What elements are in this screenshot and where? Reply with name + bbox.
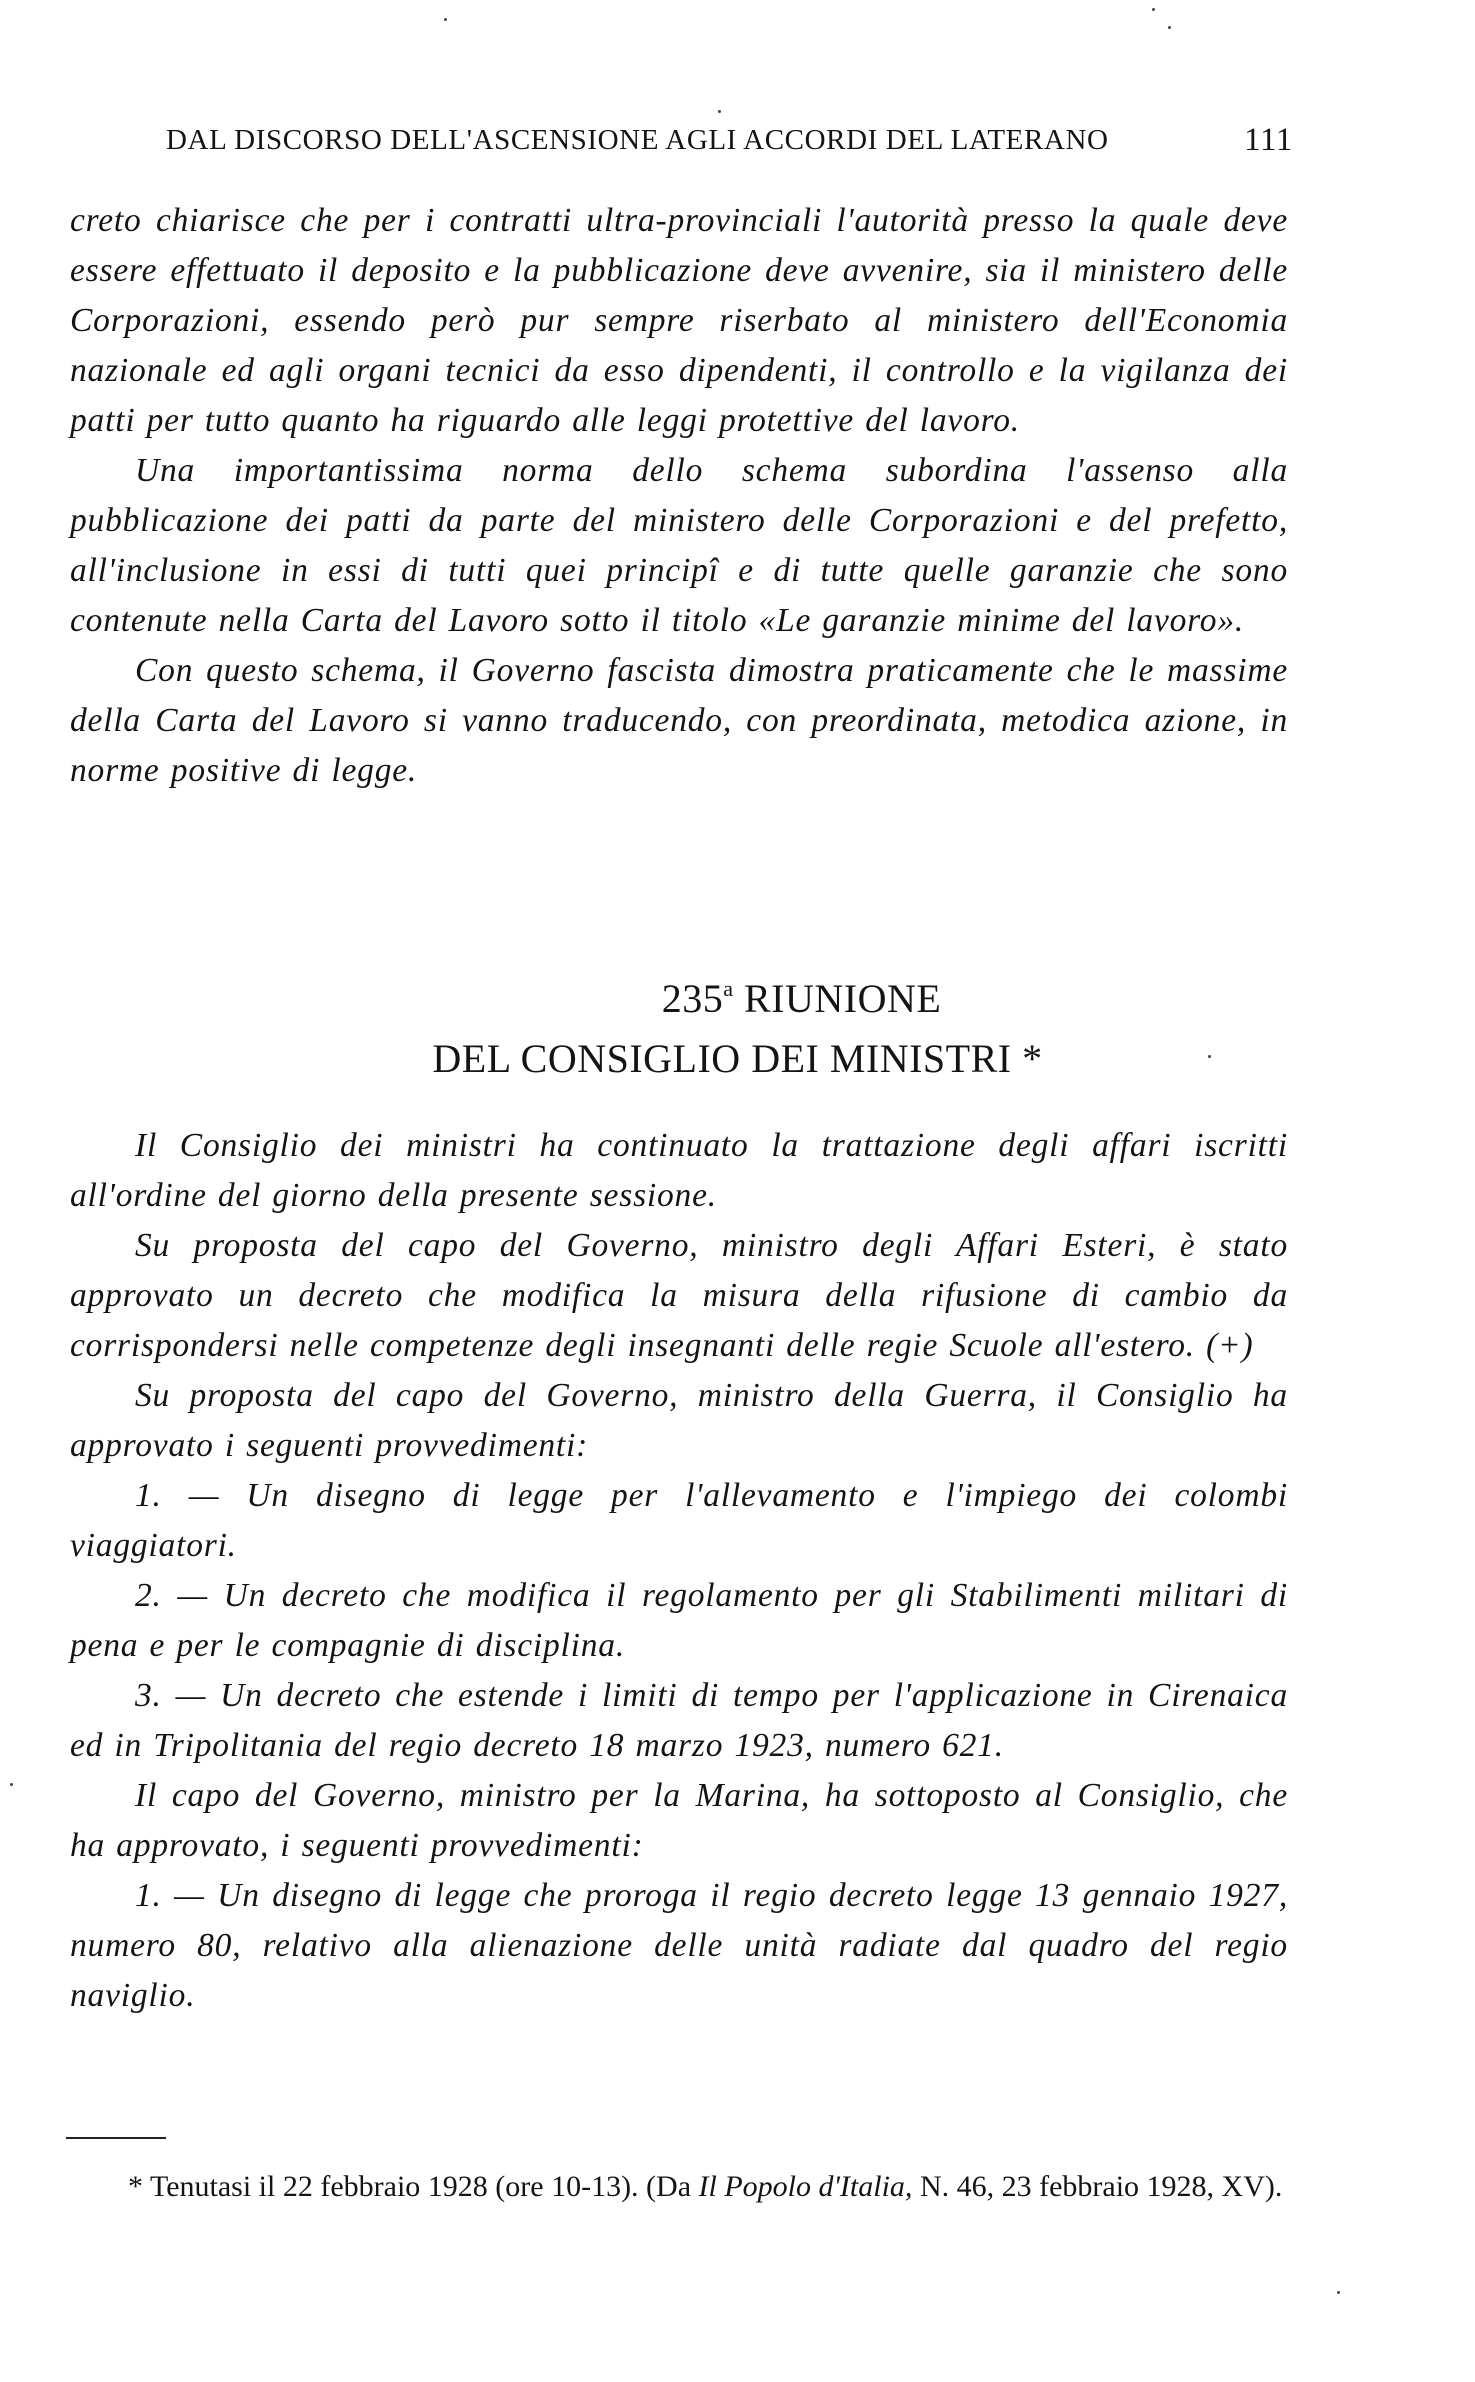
scan-speck [10, 1783, 13, 1786]
list-item: 1. — Un disegno di legge per l'allevamento e l'impiego dei colombi viaggiatori. [70, 1477, 1288, 1564]
scan-speck [1152, 8, 1155, 11]
continued-text-block [70, 196, 1288, 796]
scan-speck [1208, 1055, 1211, 1058]
paragraph: Una importantissima norma dello schema subordina l'assenso alla pubblicazione dei patti da parte del ministero delle Corporazioni e del prefetto, all'inclusione in essi di tutti quei principî e di tutte quelle garanzie che sono contenute nella Carta del Lavoro sotto il titolo «Le garanzie minime del lavoro». [70, 452, 1288, 639]
scan-speck [1337, 2291, 1340, 2294]
scan-speck [718, 110, 721, 113]
list-item: 2. — Un decreto che modifica il regolamento per gli Stabilimenti militari di pena e per le compagnie di disciplina. [70, 1577, 1288, 1664]
paragraph: creto chiarisce che per i contratti ultra-provinciali l'autorità presso la quale deve essere effettuato il deposito e la pubblicazione deve avvenire, sia il ministero delle Corporazioni, essendo però pur sempre riserbato al ministero dell'Economia nazionale ed agli organi tecnici da esso dipendenti, il controllo e la vigilanza dei patti per tutto quanto ha riguardo alle leggi protettive del lavoro. [70, 202, 1288, 439]
session-number: 235 [661, 976, 724, 1021]
running-header-title: DAL DISCORSO DELL'ASCENSIONE AGLI ACCORDI DEL LATERANO [166, 124, 1109, 156]
section-heading-line1 [64, 975, 1475, 1022]
ordinal-superscript: a [723, 976, 734, 1001]
paragraph: Con questo schema, il Governo fascista dimostra praticamente che le massime della Carta del Lavoro si vanno traducendo, con preordinata, metodica azione, in norme positive di legge. [70, 652, 1288, 789]
scan-speck [444, 18, 447, 21]
section-heading-line2: DEL CONSIGLIO DEI MINISTRI * [432, 1036, 1043, 1081]
paragraph: Il Consiglio dei ministri ha continuato la trattazione degli affari iscritti all'ordine del giorno della presente sessione. [70, 1127, 1288, 1214]
footnote-text: * Tenutasi il 22 febbraio 1928 (ore 10-13). (Da [128, 2170, 699, 2203]
footnote-text: N. 46, 23 febbraio 1928, XV). [912, 2170, 1283, 2203]
page-number: 111 [1244, 122, 1293, 158]
footnote [62, 2163, 1286, 2211]
footnote-divider [66, 2137, 166, 2139]
running-header [166, 124, 1293, 164]
list-item: 1. — Un disegno di legge che proroga il regio decreto legge 13 gennaio 1927, numero 80, relativo alla alienazione delle unità radiate dal quadro del regio naviglio. [70, 1877, 1288, 2014]
footnote-source: Il Popolo d'Italia, [698, 2170, 913, 2203]
paragraph: Su proposta del capo del Governo, ministro degli Affari Esteri, è stato approvato un decreto che modifica la misura della rifusione di cambio da corrispondersi nelle competenze degli insegnanti delle regie Scuole all'estero. (+) [70, 1227, 1288, 1364]
session-text-block [70, 1121, 1288, 2021]
heading-word: RIUNIONE [733, 976, 942, 1021]
paragraph: Il capo del Governo, ministro per la Marina, ha sottoposto al Consiglio, che ha approvato, i seguenti provvedimenti: [70, 1777, 1288, 1864]
scan-speck [1168, 26, 1171, 29]
list-item: 3. — Un decreto che estende i limiti di tempo per l'applicazione in Cirenaica ed in Tripolitania del regio decreto 18 marzo 1923, numero 621. [70, 1677, 1288, 1764]
paragraph: Su proposta del capo del Governo, ministro della Guerra, il Consiglio ha approvato i seguenti provvedimenti: [70, 1377, 1288, 1464]
